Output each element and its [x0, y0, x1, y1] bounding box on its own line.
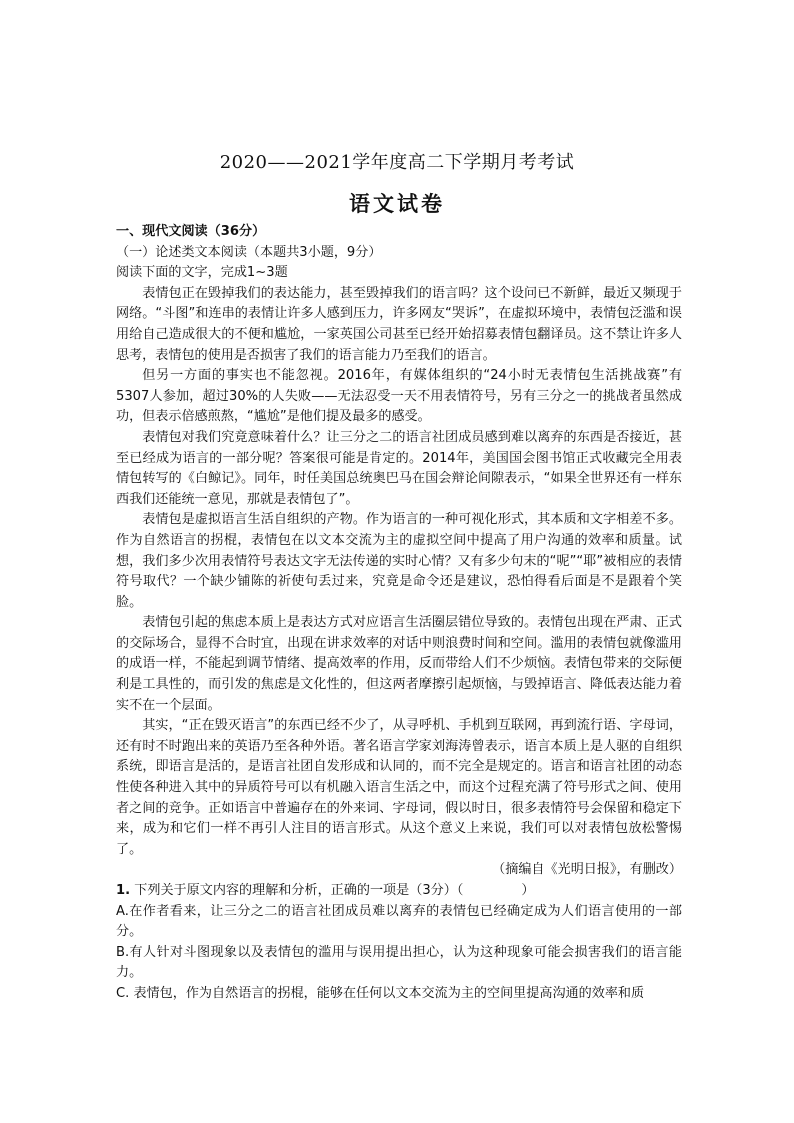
paragraph: 但另一方面的事实也不能忽视。2016年，有媒体组织的“24小时无表情包生活挑战赛”有5307人参加，超过30%的人失败——无法忍受一天不用表情符号，另有三分之一的挑战者虽然成功，但表示倍感煎熬，“尴尬”是他们提及最多的感受。 — [116, 368, 682, 425]
paragraph: 表情包引起的焦虑本质上是表达方式对应语言生活圈层错位导致的。表情包出现在严肃、正式的交际场合，显得不合时宜，出现在讲求效率的对话中则浪费时间和空间。滥用的表情包就像滥用的成语一样，不能起到调节情绪、提高效率的作用，反而带给人们不少烦恼。表情包带来的交际便利是工具性的，而引发的焦虑是文化性的，但这两者摩擦引起烦恼，与毁掉语言、降低表达能力着实不在一个层面。 — [116, 615, 682, 713]
option-c: C. 表情包，作为自然语言的拐棍，能够在任何以文本交流为主的空间里提高沟通的效率和质 — [116, 985, 645, 1001]
paragraph: 表情包对我们究竟意味着什么？让三分之二的语言社团成员感到难以离弃的东西是否接近，甚至已经成为语言的一部分呢？答案很可能是肯定的。2014年，美国国会图书馆正式收藏完全用表情包转写的《白鲸记》。同年，时任美国总统奥巴马在国会辩论间隙表示，“如果全世界还有一样东西我们还能统一意见，那就是表情包了”。 — [116, 429, 682, 507]
reading-instruction: 阅读下面的文字，完成1~3题 — [116, 265, 288, 281]
exam-title: 2020——2021学年度高二下学期月考考试 — [219, 152, 575, 173]
question-stem — [116, 881, 682, 902]
paragraph: 表情包正在毁掉我们的表达能力，甚至毁掉我们的语言吗？这个设问已不新鲜，最近又频现于网络。“斗图”和连串的表情让许多人感到压力，许多网友“哭诉”，在虚拟环境中，表情包泛滥和误用给自己造成很大的不便和尴尬，一家英国公司甚至已经开始招募表情包翻译员。这不禁让许多人思考，表情包的使用是否损害了我们的语言能力乃至我们的语言。 — [116, 285, 682, 363]
question-stem-end: ） — [521, 883, 535, 898]
paragraph: 其实，“正在毁灭语言”的东西已经不少了，从寻呼机、手机到互联网，再到流行语、字母词，还有时不时跑出来的英语乃至各种外语。著名语言学家刘海涛曾表示，语言本质上是人驱的自组织系统，即语言是活的，是语言社团自发形成和认同的，而不完全是规定的。语言和语言社团的动态性使各种进入其中的异质符号可以有机融入语言生活之中，而这个过程充满了符号形式之间、使用者之间的竞争。正如语言中普遍存在的外来词、字母词，假以时日，很多表情符号会保留和稳定下来，成为和它们一样不再引人注目的语言形式。从这个意义上来说，我们可以对表情包放松警惕了。 — [116, 718, 682, 857]
section-heading: 一、现代文阅读（36分） — [116, 224, 266, 239]
section-subheading: （一）论述类文本阅读（本题共3小题，9分） — [116, 244, 382, 260]
exam-subtitle: 语文试卷 — [349, 191, 445, 216]
option-b: B.有人针对斗图现象以及表情包的滥用与误用提出担心，认为这种现象可能会损害我们的语言能力。 — [116, 944, 682, 981]
question-number: 1. — [116, 883, 131, 898]
option-a: A.在作者看来，让三分之二的语言社团成员难以离弃的表情包已经确定成为人们语言使用的一部分。 — [116, 903, 682, 940]
exam-content — [116, 222, 682, 1005]
question-text: 下列关于原文内容的理解和分析，正确的一项是（3分）（ — [134, 883, 464, 898]
source-note: （摘编自《光明日报》，有删改） — [492, 862, 682, 878]
paragraph: 表情包是虚拟语言生活自组织的产物。作为语言的一种可视化形式，其本质和文字相差不多。作为自然语言的拐棍，表情包在以文本交流为主的虚拟空间中提高了用户沟通的效率和质量。试想，我们多少次用表情符号表达文字无法传递的实时心情？又有多少句末的“呢”“耶”被相应的表情符号取代？一个缺少铺陈的祈使句丢过来，究竟是命令还是建议，恐怕得看后面是不是跟着个笑脸。 — [116, 512, 682, 610]
